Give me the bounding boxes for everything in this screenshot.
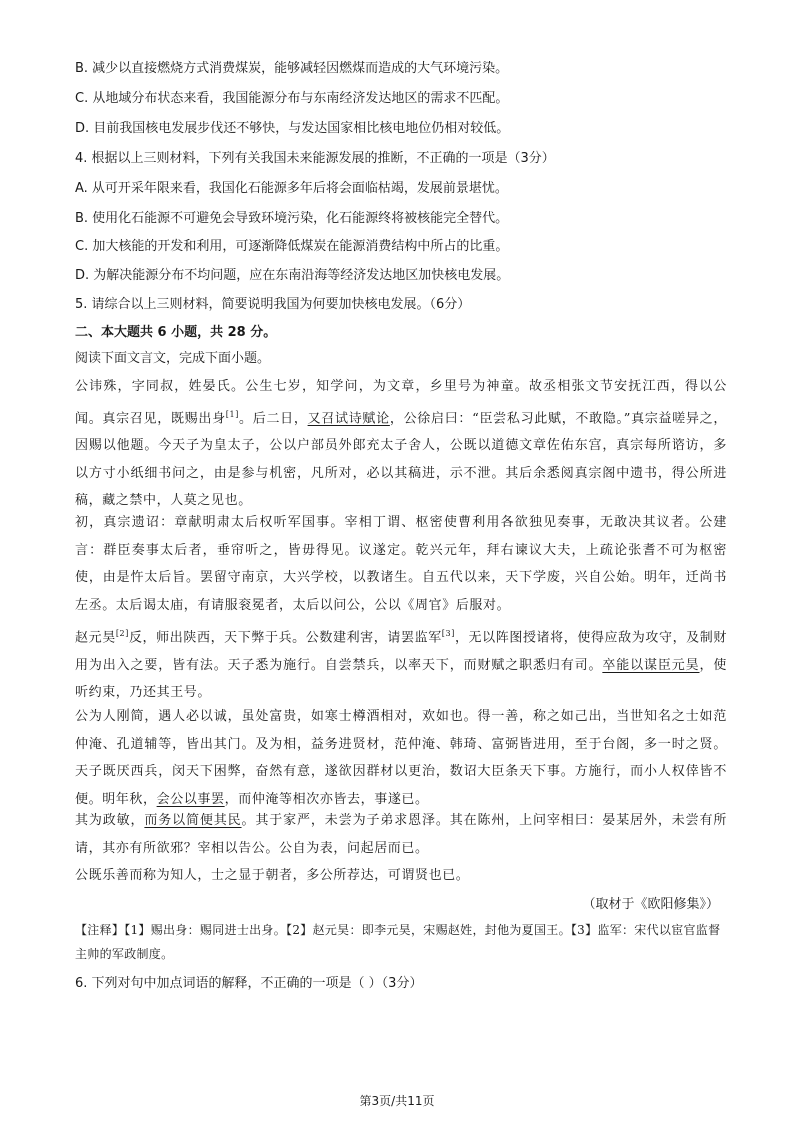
- q4-option-c: C. 加大核能的开发和利用，可逐渐降低煤炭在能源消费结构中所占的比重。: [75, 239, 509, 254]
- underlined-sentence-4: 而务以简便其民: [144, 813, 242, 828]
- footnote-ref-1: [1]: [225, 409, 239, 419]
- q3-option-d: D. 目前我国核电发展步伐还不够快，与发达国家相比核电地位仍相对较低。: [75, 121, 510, 136]
- q6-stem: 6. 下列对句中加点词语的解释，不正确的一项是（ ）（3分）: [75, 976, 423, 991]
- q5-stem: 5. 请综合以上三则材料，简要说明我国为何要加快核电发展。（6分）: [75, 297, 471, 312]
- q4-option-a: A. 从可开采年限来看，我国化石能源多年后将会面临枯竭，发展前景堪忧。: [75, 181, 508, 196]
- passage-paragraph-6: 公既乐善而称为知人，士之显于朝者，多公所荐达，可谓贤也已。: [75, 868, 470, 883]
- q4-option-d: D. 为解决能源分布不均问题，应在东南沿海等经济发达地区加快核电发展。: [75, 268, 510, 283]
- passage-paragraph-1: 公讳殊，字同叔，姓晏氏。公生七岁，知学问，为文章，乡里号为神童。故丞相张文节安抚江西，得以公闻。真宗召见，既赐出身[1]。后二日，又召试诗赋论，公徐启曰：“臣尝私习此赋，不敢隐。”真宗益嗟异之，因赐以他题。今天子为皇太子，公以户部员外郎充太子舍人，公既以道德文章佐佑东宫，真宗每所谘访，多以方寸小纸细书问之，由是参与机密，凡所对，必以其稿进，示不泄。其后余悉阅真宗阁中遗书，得公所进稿，藏之禁中，人莫之见也。: [75, 379, 727, 509]
- underlined-sentence-3: 会公以事罢: [156, 791, 225, 807]
- section-instruction: 阅读下面文言文，完成下面小题。: [75, 351, 271, 366]
- underlined-sentence-1: 又召试诗赋论: [307, 410, 390, 426]
- q4-option-b: B. 使用化石能源不可避免会导致环境污染，化石能源终将被核能完全替代。: [75, 211, 509, 226]
- page-footer: 第3页/共11页: [359, 1094, 435, 1108]
- q3-option-b: B. 减少以直接燃烧方式消费煤炭，能够减轻因燃煤而造成的大气环境污染。: [75, 61, 509, 76]
- passage-paragraph-5: 其为政敏，而务以简便其民。其于家严，未尝为子弟求恩泽。其在陈州，上问宰相曰：晏某居外，未尝有所请，其亦有所欲邪？宰相以告公。公自为表，问起居而已。: [75, 813, 727, 856]
- passage-paragraph-4: 公为人刚简，遇人必以诚，虽处富贵，如寒士樽酒相对，欢如也。得一善，称之如己出，当世知名之士如范仲淹、孔道辅等，皆出其门。及为相，益务进贤材，范仲淹、韩琦、富弼皆进用，至于台阁，多一时之贤。天子既厌西兵，闵天下困弊，奋然有意，遂欲因群材以更治，数诏大臣条天下事。方施行，而小人权倖皆不便。明年秋，会公以事罢，而仲淹等相次亦皆去，事遂已。: [75, 709, 727, 807]
- source-citation: （取材于《欧阳修集》）: [582, 897, 719, 912]
- footnote-ref-2: [2]: [115, 629, 129, 638]
- q4-stem: 4. 根据以上三则材料，下列有关我国未来能源发展的推断，不正确的一项是（3分）: [75, 151, 555, 166]
- section-title: 二、本大题共 6 小题，共 28 分。: [75, 325, 277, 340]
- footnote-ref-3: [3]: [441, 629, 455, 638]
- passage-paragraph-2: 初，真宗遗诏：章献明肃太后权听军国事。宰相丁谓、枢密使曹利用各欲独见奏事，无敢决其议者。公建言：群臣奏事太后者，垂帘听之，皆毋得见。议遂定。乾兴元年，拜右谏议大夫，上疏论张耆不可为枢密使，由是忤太后旨。罢留守南京，大兴学校，以教诸生。自五代以来，天下学废，兴自公始。明年，迁尚书左丞。太后谒太庙，有请服衮冕者，太后以问公，公以《周官》后服对。: [75, 515, 727, 613]
- q3-option-c: C. 从地域分布状态来看，我国能源分布与东南经济发达地区的需求不匹配。: [75, 91, 509, 106]
- passage-paragraph-3: 赵元昊[2]反，师出陕西，天下弊于兵。公数建利害，请罢监军[3]，无以阵图授诸将，使得应敌为攻守，及制财用为出入之要，皆有法。天子悉为施行。自尝禁兵，以率天下，而财赋之职悉归有司。卒能以谋臣元昊，使听约束，乃还其王号。: [75, 629, 727, 701]
- annotation-notes: 【注释】【1】赐出身：赐同进士出身。【2】赵元昊：即李元昊，宋赐赵姓，封他为夏国王。【3】监军：宋代以宦官监督主帅的军政制度。: [75, 923, 721, 961]
- underlined-sentence-2: 卒能以谋臣元昊: [602, 657, 700, 673]
